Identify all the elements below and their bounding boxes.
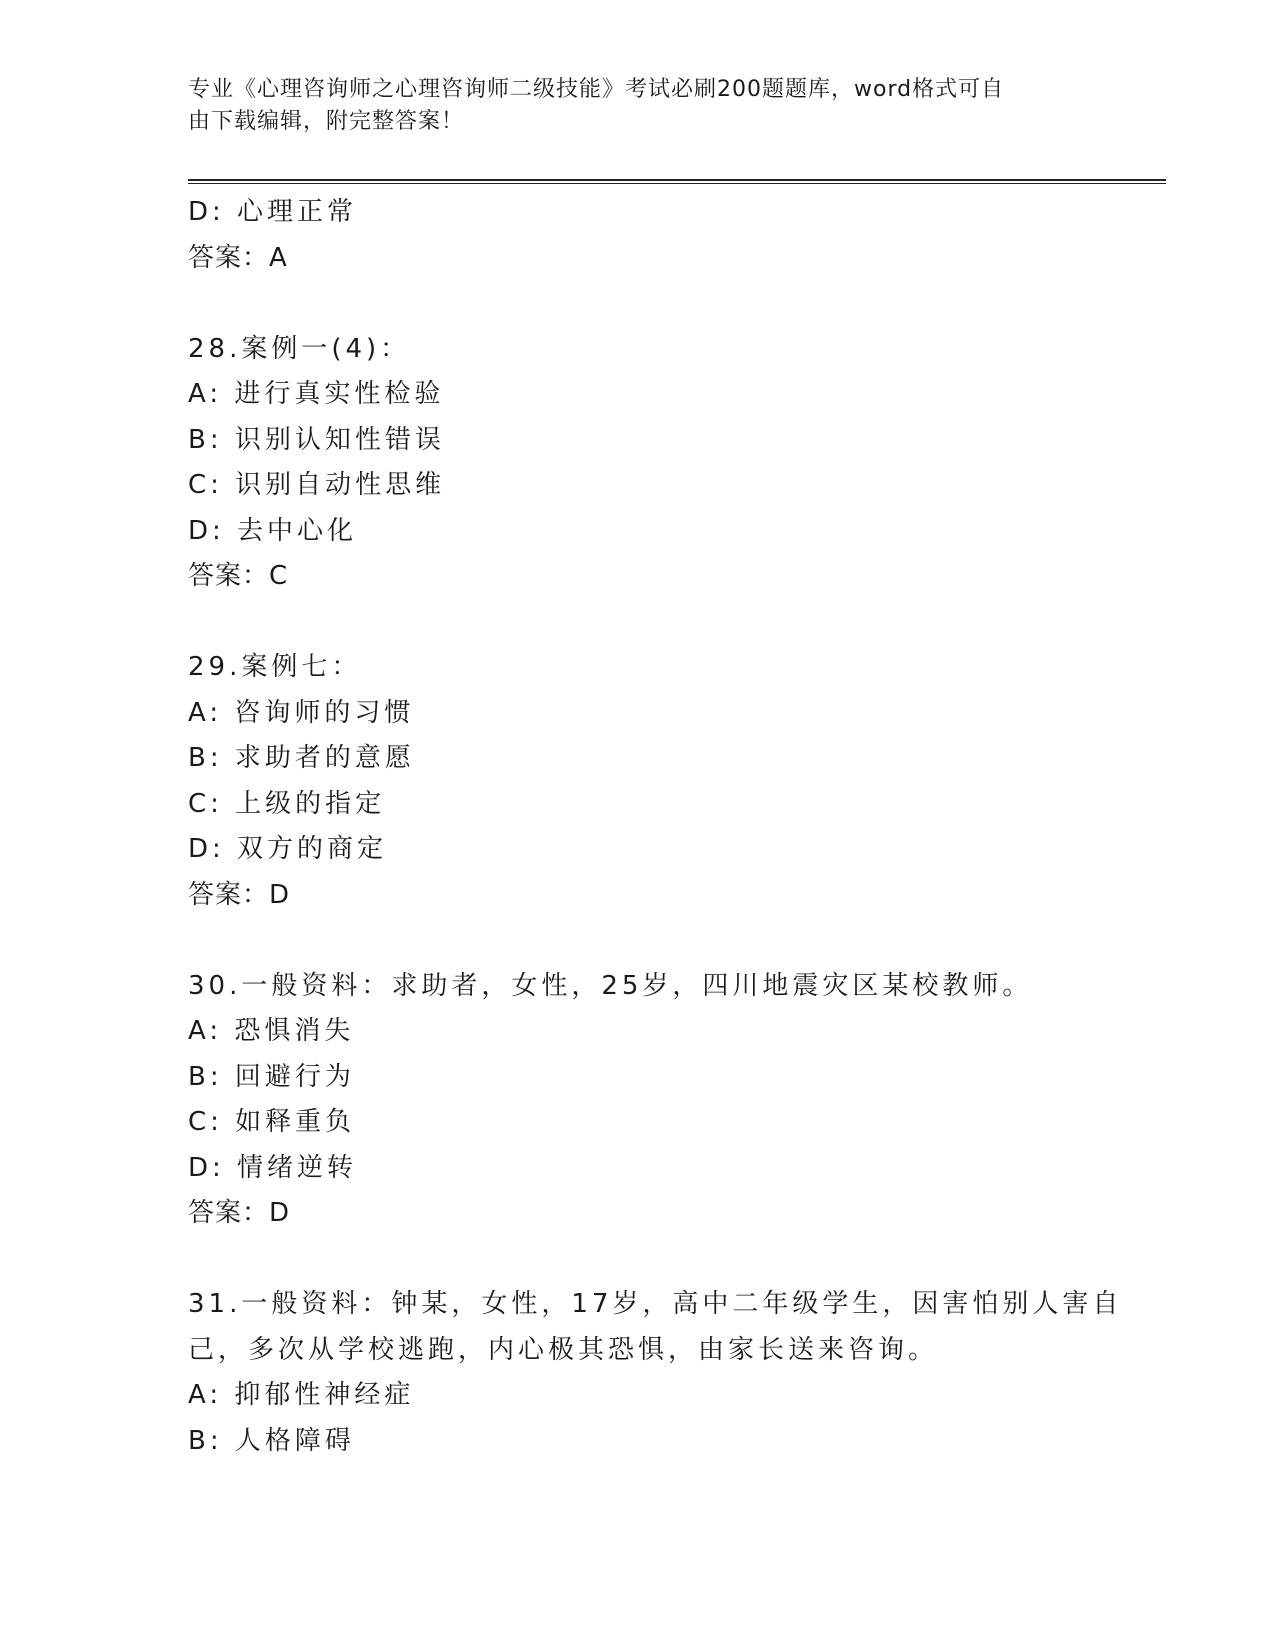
question-31	[188, 1282, 1123, 1464]
spacer	[188, 918, 1088, 964]
question-stem: 30.一般资料：求助者，女性，25岁，四川地震灾区某校教师。	[188, 970, 1033, 1001]
option-b: B: 求助者的意愿	[188, 743, 415, 773]
question-list	[188, 190, 1123, 1464]
option-a: A: 抑郁性神经症	[188, 1380, 415, 1410]
answer-line: 答案：D	[188, 879, 291, 910]
question-stem: 29.案例七：	[188, 652, 362, 682]
option-d: D: 双方的商定	[188, 834, 388, 864]
answer-line: 答案：D	[188, 1198, 291, 1228]
spacer	[188, 1237, 1088, 1283]
spacer	[188, 281, 1088, 327]
option-c: C: 上级的指定	[188, 788, 386, 819]
option-a: A: 恐惧消失	[188, 1016, 355, 1046]
question-29	[188, 645, 1088, 918]
header-line-2: 由下载编辑，附完整答案！	[188, 109, 465, 134]
question-stem-line-2: 己，多次从学校逃跑，内心极其恐惧，由家长送来咨询。	[188, 1334, 939, 1365]
option-b: B: 识别认知性错误	[188, 424, 445, 455]
question-stem: 28.案例一(4)：	[188, 333, 411, 364]
option-b: B: 回避行为	[188, 1061, 355, 1092]
header-rule-thin	[188, 183, 1166, 184]
question-28	[188, 327, 1088, 600]
header-rule-thick	[188, 179, 1166, 181]
answer-line: 答案：C	[188, 561, 289, 591]
question-30	[188, 964, 1088, 1237]
option-d: D: 去中心化	[188, 515, 358, 546]
page-header	[188, 74, 1088, 138]
answer-line: 答案：A	[188, 242, 288, 273]
header-line-1: 专业《心理咨询师之心理咨询师二级技能》考试必刷200题题库，word格式可自	[188, 77, 1005, 102]
option-c: C: 如释重负	[188, 1107, 356, 1137]
spacer	[188, 600, 1088, 646]
option-d: D: 心理正常	[188, 197, 358, 227]
previous-question-tail	[188, 190, 1088, 281]
question-stem-line-1: 31.一般资料：钟某，女性，17岁，高中二年级学生，因害怕别人害自	[188, 1289, 1123, 1319]
option-a: A: 进行真实性检验	[188, 379, 445, 409]
option-c: C: 识别自动性思维	[188, 470, 446, 500]
option-d: D: 情绪逆转	[188, 1152, 358, 1183]
option-b: B: 人格障碍	[188, 1425, 355, 1456]
option-a: A: 咨询师的习惯	[188, 697, 415, 728]
